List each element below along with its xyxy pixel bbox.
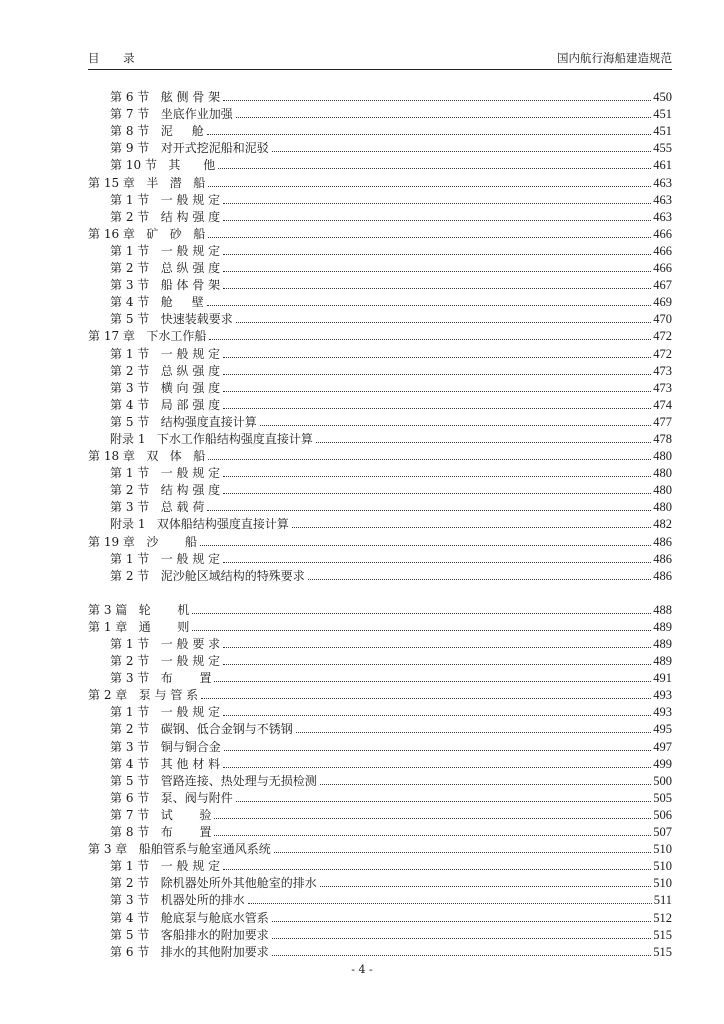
dot-leader	[248, 903, 652, 904]
toc-entry-page-number: 466	[653, 261, 672, 276]
toc-section-entry[interactable]	[88, 121, 672, 138]
dot-leader	[214, 835, 651, 836]
toc-entry-label: 第 4 节 其 他 材 料	[110, 756, 221, 771]
toc-section-entry[interactable]	[88, 719, 672, 736]
toc-entry-page-number: 478	[653, 431, 672, 446]
toc-entry-label: 第 5 节 管路连接、热处理与无损检测	[110, 773, 317, 788]
toc-entry-label: 第 15 章 半 潜 船	[88, 175, 206, 190]
dot-leader	[272, 921, 652, 922]
toc-entry-label: 第 3 节 船 体 骨 架	[110, 278, 221, 293]
toc-chapter-entry[interactable]	[88, 446, 672, 463]
toc-chapter-entry[interactable]	[88, 224, 672, 241]
toc-entry-label: 第 2 节 总 纵 强 度	[110, 261, 221, 276]
toc-section-entry[interactable]	[88, 292, 672, 309]
toc-entry-page-number: 486	[653, 551, 672, 566]
toc-entry-label: 第 5 节 结构强度直接计算	[110, 414, 257, 429]
dot-leader	[223, 869, 651, 870]
toc-entry-page-number: 500	[653, 773, 672, 788]
toc-section-entry[interactable]	[88, 155, 672, 172]
dot-leader	[223, 271, 651, 272]
toc-section-entry[interactable]	[88, 395, 672, 412]
dot-leader	[208, 237, 651, 238]
toc-entry-page-number: 477	[653, 414, 672, 429]
dot-leader	[316, 442, 651, 443]
toc-section-entry[interactable]	[88, 942, 672, 959]
toc-entry-label: 第 6 节 泵、阀与附件	[110, 790, 233, 805]
dot-leader	[223, 220, 651, 221]
toc-entry-label: 第 2 节 碳钢、低合金钢与不锈钢	[110, 722, 293, 737]
toc-chapter-entry[interactable]	[88, 326, 672, 343]
toc-section-entry[interactable]	[88, 138, 672, 155]
dot-leader	[223, 647, 651, 648]
toc-section-entry[interactable]	[88, 771, 672, 788]
dot-leader	[223, 408, 651, 409]
toc-section-entry[interactable]	[88, 668, 672, 685]
dot-leader	[208, 459, 651, 460]
toc-entry-page-number: 489	[653, 637, 672, 651]
dot-leader	[223, 100, 651, 101]
dot-leader	[224, 750, 652, 751]
toc-entry-page-number: 486	[653, 568, 672, 583]
dot-leader	[223, 715, 651, 716]
dot-leader	[272, 938, 652, 939]
toc-entry-label: 第 7 节 试 验	[110, 807, 212, 822]
dot-leader	[218, 168, 651, 169]
dot-leader	[208, 186, 651, 187]
toc-entry-label: 第 2 节 除机器处所外其他舱室的排水	[110, 876, 317, 891]
toc-entry-label: 第 3 节 机器处所的排水	[110, 893, 245, 908]
toc-section-entry[interactable]	[88, 702, 672, 719]
toc-section-entry[interactable]	[88, 736, 672, 753]
toc-entry-page-number: 488	[653, 602, 672, 617]
dot-leader	[236, 801, 652, 802]
dot-leader	[192, 613, 651, 614]
toc-entry-page-number: 512	[653, 910, 672, 925]
toc-entry-label: 第 6 节 舷 侧 骨 架	[110, 90, 221, 105]
page-number: - 4 -	[351, 963, 373, 976]
toc-entry-label: 第 1 节 一 般 规 定	[110, 192, 221, 207]
toc-section-entry[interactable]	[88, 805, 672, 822]
toc-entry-label: 第 2 节 一 般 规 定	[110, 654, 221, 669]
toc-section-entry[interactable]	[88, 241, 672, 258]
dot-leader	[209, 339, 651, 340]
toc-entry-page-number: 451	[653, 124, 672, 139]
toc-entry-label: 第 16 章 矿 砂 船	[88, 226, 206, 241]
toc-section-entry[interactable]	[88, 856, 672, 873]
toc-entry-page-number: 495	[653, 722, 672, 737]
dot-leader	[223, 254, 651, 255]
toc-section-entry[interactable]	[88, 890, 672, 907]
toc-entry-label: 第 4 节 舱底泵与舱底水管系	[110, 910, 269, 925]
toc-entry-page-number: 466	[653, 243, 672, 258]
toc-section-entry[interactable]	[88, 497, 672, 514]
dot-leader	[223, 664, 651, 665]
dot-leader	[320, 886, 652, 887]
toc-entry-label: 第 1 节 一 般 规 定	[110, 346, 221, 361]
toc-entry-page-number: 506	[653, 807, 672, 822]
toc-section-entry[interactable]	[88, 651, 672, 668]
toc-section-entry[interactable]	[88, 634, 672, 651]
toc-entry-page-number: 480	[653, 500, 672, 515]
toc-entry-label: 第 1 节 一 般 规 定	[110, 705, 221, 720]
toc-entry-page-number: 510	[653, 859, 672, 874]
header-title-right: 国内航行海船建造规范	[557, 51, 672, 65]
toc-entry-label: 第 1 章 通 则	[88, 619, 190, 634]
toc-section-entry[interactable]	[88, 566, 672, 583]
toc-section-entry[interactable]	[88, 480, 672, 497]
dot-leader	[320, 784, 652, 785]
dot-leader	[223, 374, 651, 375]
toc-section-entry[interactable]	[88, 514, 672, 531]
toc-entry-page-number: 486	[653, 534, 672, 549]
toc-section-entry[interactable]	[88, 361, 672, 378]
dot-leader	[296, 732, 652, 733]
toc-entry-label: 第 6 节 排水的其他附加要求	[110, 944, 269, 959]
dot-leader	[308, 579, 652, 580]
toc-section-entry[interactable]	[88, 309, 672, 326]
toc-entry-page-number: 470	[653, 312, 672, 327]
toc-entry-page-number: 455	[653, 141, 672, 156]
toc-entry-label: 第 3 节 铜与铜合金	[110, 739, 221, 754]
toc-entry-label: 第 8 节 泥 舱	[110, 124, 204, 139]
toc-entry-label: 第 10 节 其 他	[110, 158, 216, 173]
toc-entry-label: 第 17 章 下水工作船	[88, 329, 207, 344]
toc-entry-label: 第 19 章 沙 船	[88, 534, 198, 549]
dot-leader	[274, 852, 652, 853]
toc-entry-page-number: 480	[653, 466, 672, 481]
toc-entry-label: 第 7 节 坐底作业加强	[110, 107, 233, 122]
dot-leader	[272, 151, 652, 152]
toc-entry-label: 第 2 章 泵 与 管 系	[88, 688, 199, 703]
toc-section-entry[interactable]	[88, 258, 672, 275]
toc-entry-label: 第 2 节 结 构 强 度	[110, 483, 221, 498]
toc-entry-page-number: 489	[653, 619, 672, 634]
dot-leader	[223, 767, 651, 768]
toc-chapter-entry[interactable]	[88, 839, 672, 856]
toc-entry-label: 第 5 节 客船排水的附加要求	[110, 927, 269, 942]
toc-section-entry[interactable]	[88, 104, 672, 121]
toc-entry-label: 第 9 节 对开式挖泥船和泥驳	[110, 141, 269, 156]
toc-entry-label: 第 3 节 总 载 荷	[110, 500, 205, 515]
toc-chapter-entry[interactable]	[88, 685, 672, 702]
toc-chapter-entry[interactable]	[88, 617, 672, 634]
toc-entry-page-number: 515	[653, 944, 672, 959]
toc-entry-label: 第 3 章 船舶管系与舱室通风系统	[88, 842, 271, 857]
toc-entry-label: 第 2 节 泥沙舱区域结构的特殊要求	[110, 568, 305, 583]
dot-leader	[236, 322, 652, 323]
toc-entry-page-number: 499	[653, 756, 672, 771]
toc-section-entry[interactable]	[88, 412, 672, 429]
dot-leader	[272, 955, 652, 956]
toc-section-entry[interactable]	[88, 275, 672, 292]
toc-entry-page-number: 505	[653, 790, 672, 805]
dot-leader	[207, 510, 651, 511]
toc-entry-page-number: 467	[653, 278, 672, 293]
toc-entry-page-number: 463	[653, 192, 672, 207]
toc-entry-label: 第 5 节 快速装载要求	[110, 312, 233, 327]
toc-part-entry[interactable]	[88, 600, 672, 617]
toc-entry-label: 第 1 节 一 般 要 求	[110, 637, 221, 651]
dot-leader	[223, 493, 651, 494]
toc-entry-label: 第 4 节 局 部 强 度	[110, 397, 221, 412]
toc-section-entry[interactable]	[88, 822, 672, 839]
toc-entry-label: 第 3 节 横 向 强 度	[110, 380, 221, 395]
toc-entry-page-number: 482	[653, 517, 672, 532]
dot-leader	[223, 288, 651, 289]
toc-entry-page-number: 515	[653, 927, 672, 942]
toc-entry-page-number: 463	[653, 209, 672, 224]
dot-leader	[207, 134, 651, 135]
toc-section-entry[interactable]	[88, 907, 672, 924]
toc-entry-page-number: 463	[653, 175, 672, 190]
toc-entry-page-number: 472	[653, 329, 672, 344]
dot-leader	[223, 357, 651, 358]
toc-entry-label: 第 3 节 布 置	[110, 671, 212, 686]
toc-entry-page-number: 461	[653, 158, 672, 173]
toc-entry-page-number: 507	[653, 825, 672, 840]
toc-section-entry[interactable]	[88, 429, 672, 446]
toc-entry-page-number: 511	[653, 893, 672, 908]
toc-chapter-entry[interactable]	[88, 531, 672, 548]
toc-section-entry[interactable]	[88, 873, 672, 890]
toc-entry-page-number: 451	[653, 107, 672, 122]
toc-entry-label: 第 1 节 一 般 规 定	[110, 466, 221, 481]
dot-leader	[214, 681, 651, 682]
toc-section-entry[interactable]	[88, 378, 672, 395]
toc-entry-label: 第 4 节 舱 壁	[110, 295, 204, 310]
toc-section-entry[interactable]	[88, 549, 672, 566]
toc-entry-page-number: 510	[653, 876, 672, 891]
running-header	[88, 49, 672, 70]
toc-entry-label: 第 18 章 双 体 船	[88, 449, 206, 464]
dot-leader	[260, 425, 652, 426]
toc-entry-label: 第 1 节 一 般 规 定	[110, 551, 221, 566]
toc-entry-label: 第 3 篇 轮 机	[88, 602, 190, 617]
dot-leader	[223, 203, 651, 204]
toc-chapter-entry[interactable]	[88, 172, 672, 189]
toc-entry-page-number: 450	[653, 90, 672, 105]
toc-entry-page-number: 472	[653, 346, 672, 361]
toc-entry-page-number: 493	[653, 688, 672, 703]
header-title-left: 目 录	[88, 51, 145, 65]
dot-leader	[192, 630, 651, 631]
toc-section-entry[interactable]	[88, 788, 672, 805]
toc-entry-label: 第 1 节 一 般 规 定	[110, 243, 221, 258]
toc-entry-label: 第 2 节 结 构 强 度	[110, 209, 221, 224]
dot-leader	[201, 698, 651, 699]
dot-leader	[236, 117, 652, 118]
toc-entry-label: 第 2 节 总 纵 强 度	[110, 363, 221, 378]
toc-section-entry[interactable]	[88, 463, 672, 480]
toc-section-entry[interactable]	[88, 754, 672, 771]
toc-section-entry[interactable]	[88, 925, 672, 942]
toc-entry-page-number: 469	[653, 295, 672, 310]
dot-leader	[223, 391, 651, 392]
toc-entry-page-number: 474	[653, 397, 672, 412]
toc-entry-page-number: 497	[653, 739, 672, 754]
toc-entry-page-number: 489	[653, 654, 672, 669]
toc-section-entry[interactable]	[88, 87, 672, 104]
toc-section-entry[interactable]	[88, 343, 672, 360]
toc-entry-label: 附录 1 双体船结构强度直接计算	[110, 517, 289, 532]
toc-entry-label: 第 8 节 布 置	[110, 825, 212, 840]
toc-entry-page-number: 473	[653, 363, 672, 378]
dot-leader	[200, 545, 651, 546]
table-of-contents	[88, 87, 672, 959]
toc-entry-page-number: 480	[653, 449, 672, 464]
dot-leader	[223, 562, 651, 563]
toc-entry-page-number: 491	[653, 671, 672, 686]
toc-entry-page-number: 473	[653, 380, 672, 395]
toc-section-entry[interactable]	[88, 190, 672, 207]
toc-entry-label: 附录 1 下水工作船结构强度直接计算	[110, 431, 313, 446]
dot-leader	[292, 527, 651, 528]
dot-leader	[214, 818, 651, 819]
toc-entry-page-number: 510	[653, 842, 672, 857]
toc-entry-label: 第 1 节 一 般 规 定	[110, 859, 221, 874]
dot-leader	[223, 476, 651, 477]
dot-leader	[207, 305, 651, 306]
toc-entry-page-number: 480	[653, 483, 672, 498]
toc-section-entry[interactable]	[88, 207, 672, 224]
toc-entry-page-number: 493	[653, 705, 672, 720]
toc-entry-page-number: 466	[653, 226, 672, 241]
